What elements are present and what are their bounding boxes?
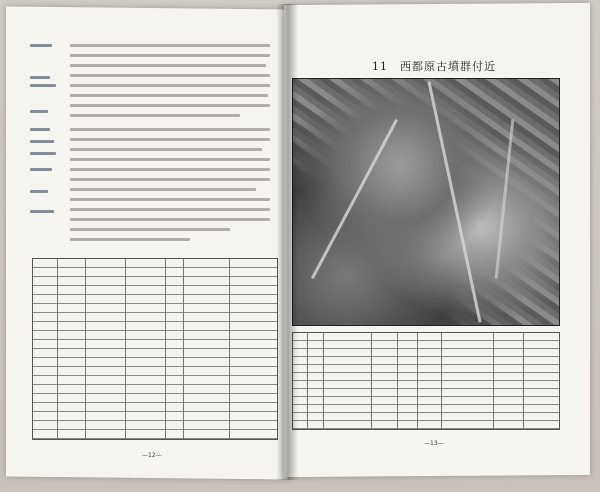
right-data-table xyxy=(292,332,560,430)
right-page-number: —13— xyxy=(424,440,444,447)
book-gutter xyxy=(276,4,298,480)
left-page-number: —12— xyxy=(142,452,162,459)
photo-title: 11 西都原古墳群付近 xyxy=(372,60,496,73)
aerial-photograph xyxy=(292,78,560,326)
left-data-table xyxy=(32,258,278,440)
